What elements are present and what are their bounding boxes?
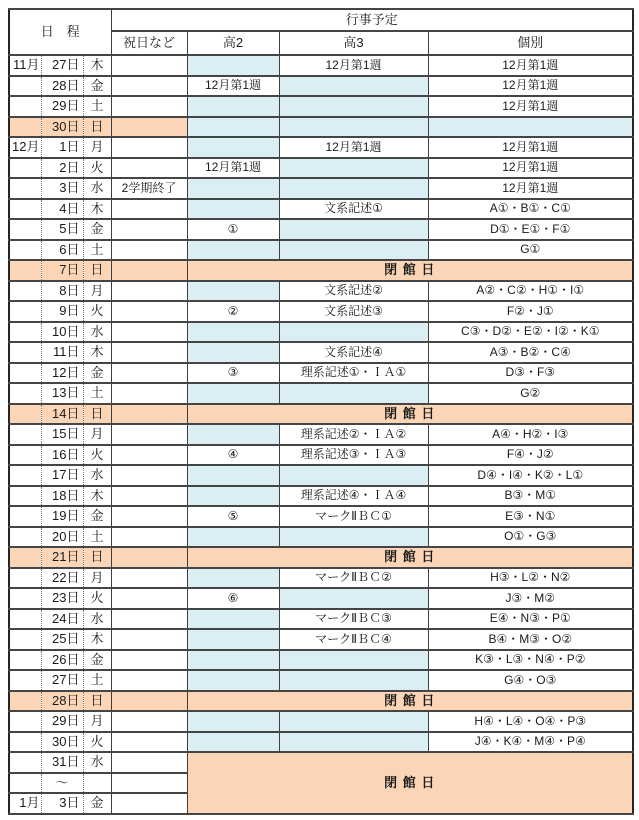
cell-weekday: 木 xyxy=(83,629,111,650)
cell-day: 10日 xyxy=(41,322,83,343)
cell-k2: ⑤ xyxy=(187,506,279,527)
cell-k3 xyxy=(279,383,428,404)
header-holiday: 祝日など xyxy=(111,31,187,55)
cell-day: 4日 xyxy=(41,199,83,220)
cell-k2 xyxy=(187,178,279,199)
cell-k2: ④ xyxy=(187,445,279,466)
cell-day: 28日 xyxy=(41,76,83,97)
cell-day: 31日 xyxy=(41,752,83,773)
cell-k3 xyxy=(279,588,428,609)
cell-k3 xyxy=(279,158,428,179)
cell-day: 6日 xyxy=(41,240,83,261)
cell-month xyxy=(9,752,41,773)
cell-holiday xyxy=(111,55,187,76)
cell-holiday xyxy=(111,752,187,773)
cell-holiday xyxy=(111,117,187,138)
cell-weekday: 日 xyxy=(83,404,111,425)
cell-k2 xyxy=(187,711,279,732)
cell-individual: G① xyxy=(428,240,633,261)
cell-holiday xyxy=(111,199,187,220)
cell-month xyxy=(9,506,41,527)
cell-weekday: 火 xyxy=(83,732,111,753)
cell-weekday: 水 xyxy=(83,178,111,199)
cell-holiday xyxy=(111,260,187,281)
cell-k3: 文系記述① xyxy=(279,199,428,220)
schedule-row xyxy=(9,506,633,527)
schedule-row xyxy=(9,55,633,76)
header-individual: 個別 xyxy=(428,31,633,55)
cell-weekday: 金 xyxy=(83,76,111,97)
schedule-row xyxy=(9,137,633,158)
schedule-row xyxy=(9,96,633,117)
cell-day: 3日 xyxy=(41,178,83,199)
cell-day: 8日 xyxy=(41,281,83,302)
cell-month xyxy=(9,629,41,650)
cell-k3 xyxy=(279,240,428,261)
cell-day: 9日 xyxy=(41,301,83,322)
cell-month xyxy=(9,404,41,425)
schedule-row xyxy=(9,281,633,302)
cell-k3: 文系記述② xyxy=(279,281,428,302)
schedule-row xyxy=(9,117,633,138)
cell-k2: 12月第1週 xyxy=(187,158,279,179)
cell-individual: E③・N① xyxy=(428,506,633,527)
cell-day: 23日 xyxy=(41,588,83,609)
cell-k3: 理系記述②・ＩＡ② xyxy=(279,424,428,445)
cell-day: 14日 xyxy=(41,404,83,425)
cell-month xyxy=(9,424,41,445)
schedule-row xyxy=(9,301,633,322)
cell-weekday: 月 xyxy=(83,137,111,158)
cell-k2 xyxy=(187,465,279,486)
cell-holiday xyxy=(111,240,187,261)
cell-month xyxy=(9,383,41,404)
cell-individual: H④・L④・O④・P③ xyxy=(428,711,633,732)
cell-month xyxy=(9,301,41,322)
schedule-row xyxy=(9,609,633,630)
schedule-row xyxy=(9,486,633,507)
cell-holiday xyxy=(111,670,187,691)
schedule-row xyxy=(9,76,633,97)
cell-weekday: 木 xyxy=(83,55,111,76)
cell-weekday: 金 xyxy=(83,793,111,814)
cell-holiday xyxy=(111,547,187,568)
cell-month xyxy=(9,96,41,117)
cell-holiday xyxy=(111,588,187,609)
cell-individual: F②・J① xyxy=(428,301,633,322)
cell-month xyxy=(9,342,41,363)
cell-k3 xyxy=(279,465,428,486)
cell-month xyxy=(9,322,41,343)
cell-k3: 文系記述④ xyxy=(279,342,428,363)
cell-k3: 理系記述③・ＩＡ③ xyxy=(279,445,428,466)
cell-k2: ③ xyxy=(187,363,279,384)
schedule-row xyxy=(9,629,633,650)
cell-k3 xyxy=(279,96,428,117)
cell-individual: J③・M② xyxy=(428,588,633,609)
cell-month xyxy=(9,465,41,486)
cell-k2: ② xyxy=(187,301,279,322)
schedule-row xyxy=(9,260,633,281)
cell-holiday xyxy=(111,629,187,650)
schedule-row xyxy=(9,670,633,691)
cell-weekday: 土 xyxy=(83,96,111,117)
cell-weekday: 土 xyxy=(83,240,111,261)
cell-month xyxy=(9,732,41,753)
cell-day: 29日 xyxy=(41,711,83,732)
cell-weekday: 木 xyxy=(83,486,111,507)
cell-holiday xyxy=(111,609,187,630)
cell-day: 1日 xyxy=(41,137,83,158)
schedule-row xyxy=(9,527,633,548)
schedule-row xyxy=(9,363,633,384)
cell-weekday: 月 xyxy=(83,568,111,589)
cell-weekday: 木 xyxy=(83,342,111,363)
cell-month: 1月 xyxy=(9,793,41,814)
schedule-row xyxy=(9,445,633,466)
cell-holiday: 2学期終了 xyxy=(111,178,187,199)
cell-day: 11日 xyxy=(41,342,83,363)
cell-day: 30日 xyxy=(41,117,83,138)
cell-holiday xyxy=(111,711,187,732)
closed-day-cell: 閉 館 日 xyxy=(187,260,633,281)
cell-day: 25日 xyxy=(41,629,83,650)
cell-month xyxy=(9,445,41,466)
cell-individual xyxy=(428,117,633,138)
cell-k2 xyxy=(187,199,279,220)
cell-k3: マークⅡＢＣ③ xyxy=(279,609,428,630)
cell-k2 xyxy=(187,117,279,138)
cell-month xyxy=(9,178,41,199)
cell-individual: A①・B①・C① xyxy=(428,199,633,220)
cell-individual: A②・C②・H①・I① xyxy=(428,281,633,302)
cell-k2 xyxy=(187,137,279,158)
cell-k3: 12月第1週 xyxy=(279,55,428,76)
cell-k2: ① xyxy=(187,219,279,240)
cell-weekday: 日 xyxy=(83,547,111,568)
cell-month xyxy=(9,117,41,138)
cell-weekday: 金 xyxy=(83,506,111,527)
cell-holiday xyxy=(111,465,187,486)
cell-individual: D④・I④・K②・L① xyxy=(428,465,633,486)
cell-weekday: 月 xyxy=(83,281,111,302)
cell-weekday: 木 xyxy=(83,199,111,220)
cell-holiday xyxy=(111,773,187,794)
cell-holiday xyxy=(111,691,187,712)
cell-holiday xyxy=(111,568,187,589)
cell-day: 13日 xyxy=(41,383,83,404)
cell-k2 xyxy=(187,383,279,404)
cell-holiday xyxy=(111,281,187,302)
schedule-row xyxy=(9,732,633,753)
cell-day: 27日 xyxy=(41,55,83,76)
schedule-row xyxy=(9,691,633,712)
cell-weekday: 水 xyxy=(83,465,111,486)
header-k2: 高2 xyxy=(187,31,279,55)
cell-individual: 12月第1週 xyxy=(428,137,633,158)
cell-weekday: 水 xyxy=(83,322,111,343)
cell-weekday xyxy=(83,773,111,794)
cell-month xyxy=(9,711,41,732)
cell-k3: 12月第1週 xyxy=(279,137,428,158)
cell-holiday xyxy=(111,486,187,507)
cell-holiday xyxy=(111,96,187,117)
cell-day: 30日 xyxy=(41,732,83,753)
cell-individual: D①・E①・F① xyxy=(428,219,633,240)
cell-k2 xyxy=(187,240,279,261)
cell-k2: ⑥ xyxy=(187,588,279,609)
cell-individual: 12月第1週 xyxy=(428,76,633,97)
header-events: 行事予定 xyxy=(111,9,633,31)
cell-day: 27日 xyxy=(41,670,83,691)
cell-holiday xyxy=(111,158,187,179)
cell-month xyxy=(9,219,41,240)
schedule-row xyxy=(9,752,633,773)
cell-month xyxy=(9,240,41,261)
schedule-row xyxy=(9,383,633,404)
cell-k2 xyxy=(187,629,279,650)
cell-month xyxy=(9,158,41,179)
cell-day: 26日 xyxy=(41,650,83,671)
schedule-row xyxy=(9,240,633,261)
cell-individual: A④・H②・I③ xyxy=(428,424,633,445)
cell-month xyxy=(9,547,41,568)
cell-day: 5日 xyxy=(41,219,83,240)
cell-individual: H③・L②・N② xyxy=(428,568,633,589)
cell-k3: 理系記述①・ＩＡ① xyxy=(279,363,428,384)
cell-month xyxy=(9,588,41,609)
cell-k3 xyxy=(279,527,428,548)
cell-month: 12月 xyxy=(9,137,41,158)
cell-holiday xyxy=(111,219,187,240)
cell-k3: 理系記述④・ＩＡ④ xyxy=(279,486,428,507)
cell-day: 21日 xyxy=(41,547,83,568)
cell-k3: マークⅡＢＣ① xyxy=(279,506,428,527)
cell-day: 20日 xyxy=(41,527,83,548)
cell-k2 xyxy=(187,96,279,117)
cell-weekday: 金 xyxy=(83,363,111,384)
cell-month xyxy=(9,650,41,671)
cell-month xyxy=(9,568,41,589)
cell-k2 xyxy=(187,568,279,589)
cell-weekday: 土 xyxy=(83,527,111,548)
cell-individual: G② xyxy=(428,383,633,404)
cell-k3 xyxy=(279,178,428,199)
cell-day: 19日 xyxy=(41,506,83,527)
schedule-table xyxy=(8,8,634,815)
cell-weekday: 土 xyxy=(83,383,111,404)
cell-individual: B③・M① xyxy=(428,486,633,507)
cell-individual: D③・F③ xyxy=(428,363,633,384)
closed-day-cell: 閉 館 日 xyxy=(187,547,633,568)
cell-k3: マークⅡＢＣ② xyxy=(279,568,428,589)
schedule-row xyxy=(9,424,633,445)
cell-month xyxy=(9,691,41,712)
cell-month xyxy=(9,609,41,630)
cell-individual: 12月第1週 xyxy=(428,178,633,199)
schedule-row xyxy=(9,404,633,425)
cell-k3 xyxy=(279,650,428,671)
cell-k2 xyxy=(187,342,279,363)
cell-weekday: 火 xyxy=(83,445,111,466)
cell-individual: 12月第1週 xyxy=(428,55,633,76)
cell-holiday xyxy=(111,506,187,527)
cell-weekday: 火 xyxy=(83,158,111,179)
cell-day: 22日 xyxy=(41,568,83,589)
cell-weekday: 水 xyxy=(83,752,111,773)
cell-day: 12日 xyxy=(41,363,83,384)
cell-weekday: 日 xyxy=(83,691,111,712)
cell-k3 xyxy=(279,670,428,691)
cell-individual: C③・D②・E②・I②・K① xyxy=(428,322,633,343)
cell-holiday xyxy=(111,342,187,363)
cell-month xyxy=(9,76,41,97)
cell-individual: K③・L③・N④・P② xyxy=(428,650,633,671)
cell-holiday xyxy=(111,445,187,466)
cell-month: 11月 xyxy=(9,55,41,76)
cell-weekday: 火 xyxy=(83,588,111,609)
schedule-row xyxy=(9,465,633,486)
cell-individual: F④・J② xyxy=(428,445,633,466)
cell-k3 xyxy=(279,219,428,240)
cell-day: 28日 xyxy=(41,691,83,712)
cell-k2: 12月第1週 xyxy=(187,76,279,97)
header-k3: 高3 xyxy=(279,31,428,55)
schedule-row xyxy=(9,178,633,199)
cell-day: 3日 xyxy=(41,793,83,814)
cell-individual: O①・G③ xyxy=(428,527,633,548)
cell-k2 xyxy=(187,670,279,691)
cell-weekday: 土 xyxy=(83,670,111,691)
cell-individual: B④・M③・O② xyxy=(428,629,633,650)
cell-weekday: 火 xyxy=(83,301,111,322)
cell-k2 xyxy=(187,281,279,302)
cell-k3 xyxy=(279,117,428,138)
cell-month xyxy=(9,363,41,384)
cell-k3 xyxy=(279,711,428,732)
cell-month xyxy=(9,486,41,507)
cell-day: ～ xyxy=(41,773,83,794)
schedule-row xyxy=(9,219,633,240)
cell-day: 7日 xyxy=(41,260,83,281)
closed-day-cell: 閉 館 日 xyxy=(187,691,633,712)
cell-weekday: 金 xyxy=(83,650,111,671)
cell-k3 xyxy=(279,322,428,343)
cell-month xyxy=(9,670,41,691)
schedule-row xyxy=(9,547,633,568)
schedule-row xyxy=(9,342,633,363)
schedule-row xyxy=(9,199,633,220)
cell-holiday xyxy=(111,650,187,671)
cell-weekday: 水 xyxy=(83,609,111,630)
cell-k2 xyxy=(187,527,279,548)
cell-k2 xyxy=(187,732,279,753)
cell-weekday: 日 xyxy=(83,117,111,138)
cell-holiday xyxy=(111,424,187,445)
header-date: 日 程 xyxy=(9,9,111,55)
cell-holiday xyxy=(111,383,187,404)
cell-individual: 12月第1週 xyxy=(428,96,633,117)
cell-individual: A③・B②・C④ xyxy=(428,342,633,363)
cell-day: 17日 xyxy=(41,465,83,486)
cell-month xyxy=(9,281,41,302)
schedule-row xyxy=(9,158,633,179)
cell-month xyxy=(9,527,41,548)
cell-weekday: 日 xyxy=(83,260,111,281)
cell-day: 24日 xyxy=(41,609,83,630)
cell-holiday xyxy=(111,527,187,548)
cell-day: 16日 xyxy=(41,445,83,466)
schedule-row xyxy=(9,322,633,343)
cell-month xyxy=(9,260,41,281)
schedule-row xyxy=(9,588,633,609)
closed-day-cell: 閉 館 日 xyxy=(187,404,633,425)
cell-holiday xyxy=(111,322,187,343)
schedule-row xyxy=(9,711,633,732)
cell-k2 xyxy=(187,486,279,507)
cell-holiday xyxy=(111,732,187,753)
header-row-top xyxy=(9,9,633,31)
cell-weekday: 月 xyxy=(83,424,111,445)
cell-holiday xyxy=(111,76,187,97)
cell-day: 2日 xyxy=(41,158,83,179)
cell-day: 15日 xyxy=(41,424,83,445)
cell-k3 xyxy=(279,732,428,753)
schedule-row xyxy=(9,650,633,671)
cell-k3 xyxy=(279,76,428,97)
cell-month xyxy=(9,773,41,794)
cell-individual: G④・O③ xyxy=(428,670,633,691)
cell-holiday xyxy=(111,363,187,384)
schedule-row xyxy=(9,568,633,589)
cell-k2 xyxy=(187,322,279,343)
cell-weekday: 金 xyxy=(83,219,111,240)
cell-holiday xyxy=(111,793,187,814)
cell-day: 18日 xyxy=(41,486,83,507)
cell-holiday xyxy=(111,404,187,425)
cell-k2 xyxy=(187,424,279,445)
cell-k2 xyxy=(187,55,279,76)
cell-k3: 文系記述③ xyxy=(279,301,428,322)
cell-holiday xyxy=(111,137,187,158)
cell-individual: E④・N③・P① xyxy=(428,609,633,630)
yearend-closed-cell: 閉 館 日 xyxy=(187,752,633,814)
cell-holiday xyxy=(111,301,187,322)
cell-month xyxy=(9,199,41,220)
cell-weekday: 月 xyxy=(83,711,111,732)
cell-k3: マークⅡＢＣ④ xyxy=(279,629,428,650)
cell-individual: J④・K④・M④・P④ xyxy=(428,732,633,753)
cell-k2 xyxy=(187,609,279,630)
cell-individual: 12月第1週 xyxy=(428,158,633,179)
cell-k2 xyxy=(187,650,279,671)
cell-day: 29日 xyxy=(41,96,83,117)
